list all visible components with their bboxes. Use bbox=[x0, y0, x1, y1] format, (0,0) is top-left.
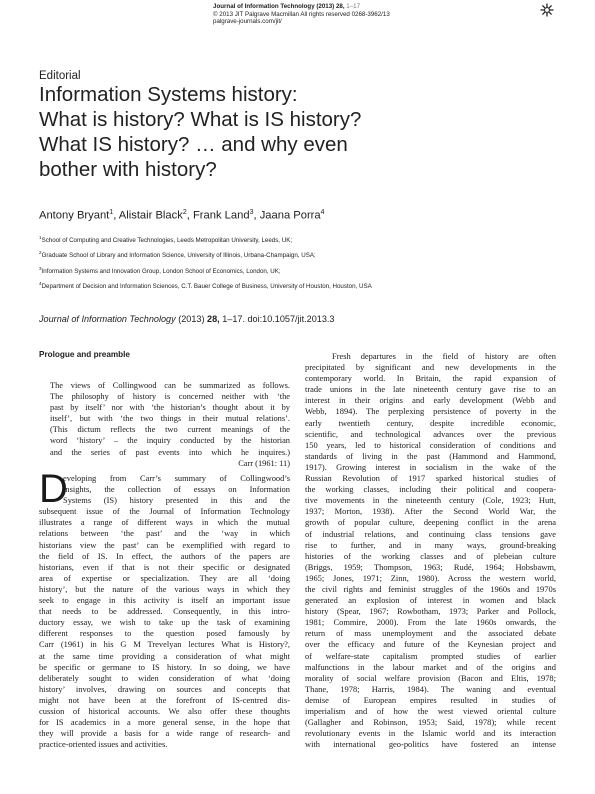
quote-line: past by itself’ nor with ‘the historian’s thought about it by bbox=[50, 403, 290, 413]
body-line: practice-oriented issues and activities. bbox=[39, 739, 168, 750]
quote-line: itself’, but with ‘the two things in their mutual relations’. bbox=[50, 414, 290, 424]
body-line: history (Spear, 1967; Rowbotham, 1973; Parker and Pollock, bbox=[305, 606, 556, 617]
body-line: over the efficacy and future of the Keynesian project and bbox=[305, 639, 556, 650]
body-line: historians, even if that is not their specific or designated bbox=[39, 561, 290, 572]
body-line: histories of the working classes and of plebeian culture bbox=[305, 550, 556, 561]
publisher-logo-icon bbox=[540, 3, 554, 17]
body-line: relations between ‘the past’ and the ‘way in which bbox=[39, 528, 290, 539]
affiliation: $^1$School of Computing and Creative Technologies, Leeds Metropolitan University, Leeds, UK; bbox=[39, 235, 293, 245]
citation-line bbox=[39, 314, 334, 324]
author-list: Antony Bryant$^1$, Alistair Black$^2$, Frank Land$^3$, Jaana Porra$^4$ bbox=[39, 209, 325, 222]
body-line: 1917). Growing interest in socialism in the wake of the bbox=[305, 461, 556, 472]
quote-line: (This dictum reflects the two current meanings of the bbox=[50, 425, 290, 435]
body-line: seek to engage in this activity is itself an important issue bbox=[39, 595, 290, 606]
body-line: 1937; Morton, 1938). After the Second World War, the bbox=[305, 506, 556, 517]
body-line: standards of living in the past (Hammond and Hammond, bbox=[305, 450, 556, 461]
body-line: Carr (1961) in his G M Trevelyan lectures What is History?, bbox=[39, 639, 290, 650]
body-line: with international geo-politics have fostered an intense bbox=[305, 739, 556, 750]
body-line: generated an explosion of interest in women and black bbox=[305, 595, 556, 606]
body-line: at the same time providing a consideration of what might bbox=[39, 650, 290, 661]
body-column-left bbox=[39, 467, 290, 750]
body-line: 1981; Commire, 2000). From the late 1960s onwards, the bbox=[305, 617, 556, 628]
author-affil-marker: 4 bbox=[320, 209, 325, 216]
journal-url[interactable]: palgrave-journals.com/jit/ bbox=[213, 18, 282, 26]
body-column-right bbox=[305, 351, 556, 750]
quote-line: word ‘history’ – the inquiry conducted by the historian bbox=[50, 436, 290, 446]
citation-doi[interactable]: 1–17. doi:10.1057/jit.2013.3 bbox=[222, 314, 335, 324]
author-name: Antony Bryant bbox=[39, 209, 110, 222]
title-line: What is history? What is IS history? bbox=[39, 108, 362, 131]
title-line: What IS history? … and why even bbox=[39, 133, 348, 156]
journal-name: Journal of Information Technology (2013) 28, bbox=[213, 3, 345, 10]
body-line: revolutionary events in the Islamic world and its interaction bbox=[305, 728, 556, 739]
body-line: (Gallagher and Robinson, 1953; Said, 1978); while recent bbox=[305, 717, 556, 728]
body-line: rise to further, and in many ways, ground-breaking bbox=[305, 539, 556, 550]
body-line: that needs to be addressed. Consequently, in this intro- bbox=[39, 606, 290, 617]
body-line: different responses to the question posed famously by bbox=[39, 628, 290, 639]
body-line: area of expertise or specialization. They are all ‘doing bbox=[39, 572, 290, 583]
body-line: imperialism and of how the west viewed oriental culture bbox=[305, 706, 556, 716]
body-line: subsequent issue of the Journal of Information Technology bbox=[39, 506, 290, 517]
body-line: growth of popular culture, deepening conflict in the arena bbox=[305, 517, 556, 528]
body-line: Russian Revolution of 1917 sparked historical studies of bbox=[305, 473, 556, 484]
epigraph-quote bbox=[50, 380, 290, 469]
quote-line: The philosophy of history is concerned neither with ‘the bbox=[50, 392, 290, 402]
author-name: Jaana Porra bbox=[259, 209, 321, 222]
journal-pages: 1–17 bbox=[346, 3, 361, 10]
body-line: scientific, and technological advances over the previous bbox=[305, 428, 556, 439]
affiliation: $^4$Department of Decision and Information Sciences, C.T. Bauer College of Business, University of Houston, Houston, USA bbox=[39, 280, 372, 290]
affiliation: $^3$Information Systems and Innovation Group, London School of Economics, London, UK; bbox=[39, 265, 281, 275]
drop-cap: D bbox=[39, 467, 68, 511]
author-affil-marker: 1 bbox=[109, 209, 114, 216]
author-name: Frank Land bbox=[192, 209, 250, 222]
citation-journal: Journal of Information Technology bbox=[39, 314, 176, 324]
affiliation-list bbox=[39, 232, 372, 293]
copyright-line: © 2013 JIT Palgrave Macmillan All rights reserved 0268-3962/13 bbox=[213, 10, 390, 18]
body-line: 150 years, led to historical consideration of conditions and bbox=[305, 439, 556, 450]
body-line: of welfare-state capitalism prompted studies of earlier bbox=[305, 650, 556, 661]
body-line: ductory essay, we wish to take up the task of examining bbox=[39, 617, 290, 628]
body-line: the field of IS. In effect, the authors of the papers are bbox=[39, 550, 290, 561]
body-line: (Briggs, 1959; Thompson, 1963; Rudé, 1964; Hobsbawm, bbox=[305, 561, 556, 572]
body-line: for IS academics in a more general sense, in the hope that bbox=[39, 717, 290, 728]
body-line: historians view the past’ can be exemplified with regard to bbox=[39, 539, 290, 550]
article-title bbox=[39, 82, 559, 182]
body-line: morality of social welfare provision (Bacon and Eltis, 1978; bbox=[305, 672, 556, 683]
section-label: Editorial bbox=[39, 70, 81, 82]
body-line: demise of European empires resulted in studies of bbox=[305, 694, 556, 705]
body-line: interest in their origins and early development (Webb and bbox=[305, 395, 556, 406]
body-line: Systems (IS) history presented in this and the bbox=[63, 495, 290, 506]
body-line: contemporary world. In Britain, the rapid expansion of bbox=[305, 373, 556, 384]
quote-line: and the series of past events into which he inquires.) bbox=[50, 447, 290, 457]
body-line: the working classes, including their political and coopera- bbox=[305, 484, 556, 495]
title-line: bother with history? bbox=[39, 158, 217, 181]
body-line: 1965; Jones, 1971; Zinn, 1980). Across the western world, bbox=[305, 572, 556, 583]
author-affil-marker: 3 bbox=[249, 209, 254, 216]
body-line: Thane, 1978; Harris, 1984). The waning and eventual bbox=[305, 683, 556, 694]
section-heading: Prologue and preamble bbox=[39, 350, 130, 359]
quote-source: Carr (1961: 11) bbox=[238, 458, 290, 468]
body-line: tive movements in the nineteenth century (Cole, 1923; Hutt, bbox=[305, 495, 556, 506]
body-line: early twentieth century, despite incredible economic, bbox=[305, 417, 556, 428]
body-line: illustrates a range of different ways in which the mutual bbox=[39, 517, 290, 528]
body-line: cussion of historical accounts. We also offer these thoughts bbox=[39, 705, 290, 716]
body-line: they will provide a basis for a wide range of research- and bbox=[39, 728, 290, 739]
affiliation: $^2$Graduate School of Library and Information Science, University of Illinois, Urbana-Champaign, USA; bbox=[39, 250, 316, 260]
body-line: trade unions in the late nineteenth century gave rise to an bbox=[305, 384, 556, 395]
quote-line: The views of Collingwood can be summarized as follows. bbox=[50, 381, 290, 390]
body-line: the civil rights and feminist struggles of the 1960s and 1970s bbox=[305, 583, 556, 594]
body-line: be specific or germane to IS history. In so doing, we have bbox=[39, 661, 290, 672]
journal-header bbox=[213, 3, 543, 26]
body-line: precipitated by significant and new developments in the bbox=[305, 362, 556, 373]
body-line: history’, but the nature of the various ways in which they bbox=[39, 583, 290, 594]
citation-year: (2013) bbox=[178, 314, 205, 324]
body-line: deliberately sought to widen consideration of what ‘doing bbox=[39, 672, 290, 683]
body-line: malfunctions in the labour market and of the origins and bbox=[305, 661, 556, 672]
body-line: Webb, 1894). The perplexing persistence of poverty in the bbox=[305, 406, 556, 417]
author-name: Alistair Black bbox=[118, 209, 183, 222]
author-affil-marker: 2 bbox=[182, 209, 187, 216]
body-line: insights, the collection of essays on Information bbox=[63, 484, 290, 495]
citation-volume: 28, bbox=[207, 314, 220, 324]
body-line: of industrial relations, and continuing class tensions gave bbox=[305, 528, 556, 539]
title-line: Information Systems history: bbox=[39, 83, 298, 106]
body-line: return of mass unemployment and the associated debate bbox=[305, 628, 556, 639]
body-line: history’ involves, drawing on sources and concepts that bbox=[39, 683, 290, 694]
body-line: Fresh departures in the field of history are often bbox=[332, 351, 556, 361]
body-line: eveloping from Carr’s summary of Collingwood’s bbox=[63, 473, 290, 483]
body-line: might not have been at the forefront of IS-centred dis- bbox=[39, 694, 290, 705]
